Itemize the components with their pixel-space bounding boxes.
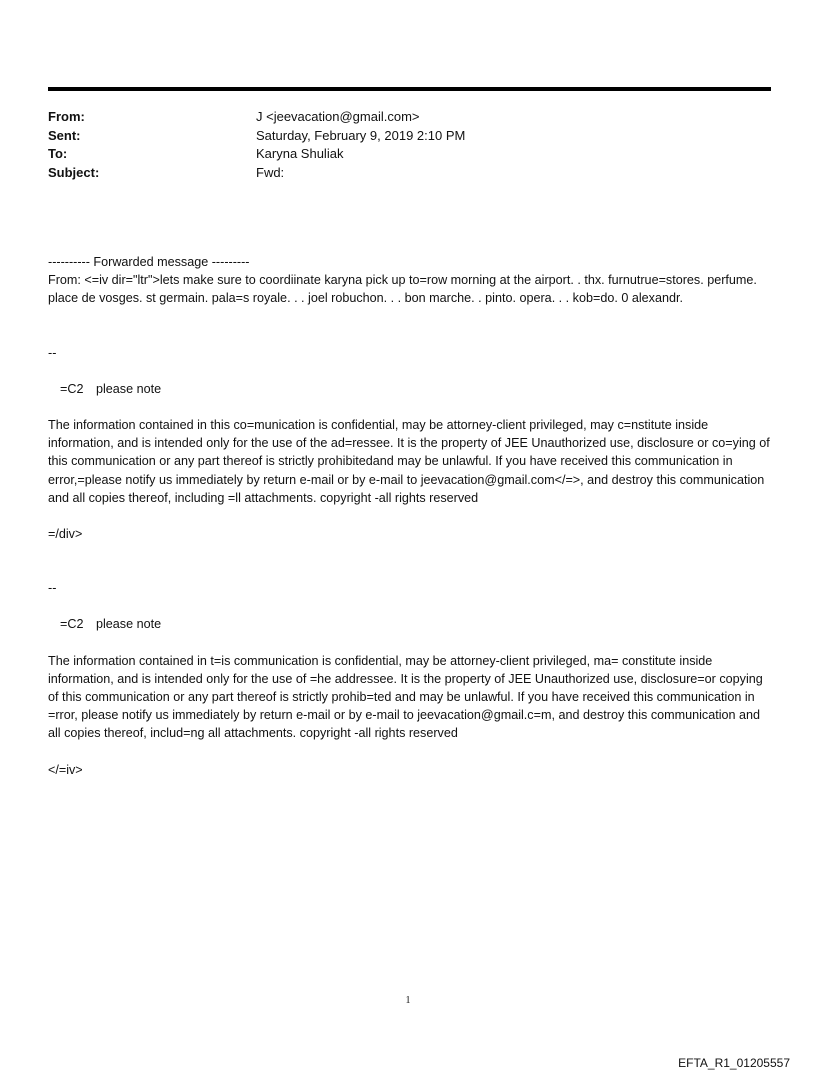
page-number: 1 [405, 995, 411, 1006]
note-heading-1 [48, 380, 774, 398]
signature-dash-2: -- [48, 581, 57, 596]
closing-tag-1: =/div> [48, 527, 83, 542]
from-label: From: [48, 109, 85, 124]
note-label-2: please note [96, 617, 162, 632]
note-code-2: =C2 [60, 617, 84, 632]
sent-label: Sent: [48, 127, 81, 143]
sent-row [48, 127, 771, 146]
forwarded-marker: ---------- Forwarded message --------- [48, 255, 250, 269]
note-heading-2 [48, 615, 774, 633]
disclaimer-1: The information contained in this co=munication is confidential, may be attorney-client privileged, may c=nstitute inside information, and is intended only for the use of the ad=ressee. It is the property of JEE Unauthorized use, disclosure or co=ying of this communication or any part thereof is strictly prohibitedand may be unlawful. If you have received this communication in error,=please notify us immediately by return e-mail or by e-mail to jeevacation@gmail.com</=>, and destroy this communication and all copies thereof, including =ll attachments. copyright -all rights reserved [48, 418, 770, 505]
to-row [48, 145, 771, 164]
from-value: J <jeevacation@gmail.com> [256, 109, 420, 124]
signature-dash-1: -- [48, 345, 57, 360]
note-label-1: please note [96, 381, 162, 396]
sent-value: Saturday, February 9, 2019 2:10 PM [256, 127, 466, 143]
from-row [48, 108, 771, 127]
disclaimer-2: The information contained in t=is communication is confidential, may be attorney-client privileged, ma= constitute inside information, and is intended only for the use of =he addressee. It is the property of JEE Unauthorized use, disclosure=or copying of this communication or any part thereof is strictly prohib=ted and may be unlawful. If you have received this communication in =rror, please notify us immediately by return e-mail or by e-mail to jeevacation@gmail.c=m, and destroy this communication and all copies thereof, includ=ng all attachments. copyright -all rights reserved [48, 653, 763, 741]
to-value: Karyna Shuliak [256, 146, 344, 161]
subject-row [48, 164, 771, 183]
closing-tag-2: </=iv> [48, 762, 83, 777]
subject-value: Fwd: [256, 164, 285, 180]
email-body [48, 253, 774, 779]
email-header-block [48, 108, 771, 182]
subject-label: Subject: [48, 164, 100, 180]
to-label: To: [48, 146, 68, 161]
forwarded-message: From: <=iv dir="ltr">lets make sure to coordiinate karyna pick up to=row morning at the airport. . thx. furnutrue=stores. perfume. place de vosges. st germain. pala=s royale. . . joel robuchon. . . bon marche. . pinto. opera. . . kob=do. 0 alexandr. [48, 273, 757, 306]
note-code-1: =C2 [60, 381, 84, 396]
bates-number: EFTA_R1_01205557 [678, 1056, 790, 1070]
header-rule [48, 87, 771, 91]
